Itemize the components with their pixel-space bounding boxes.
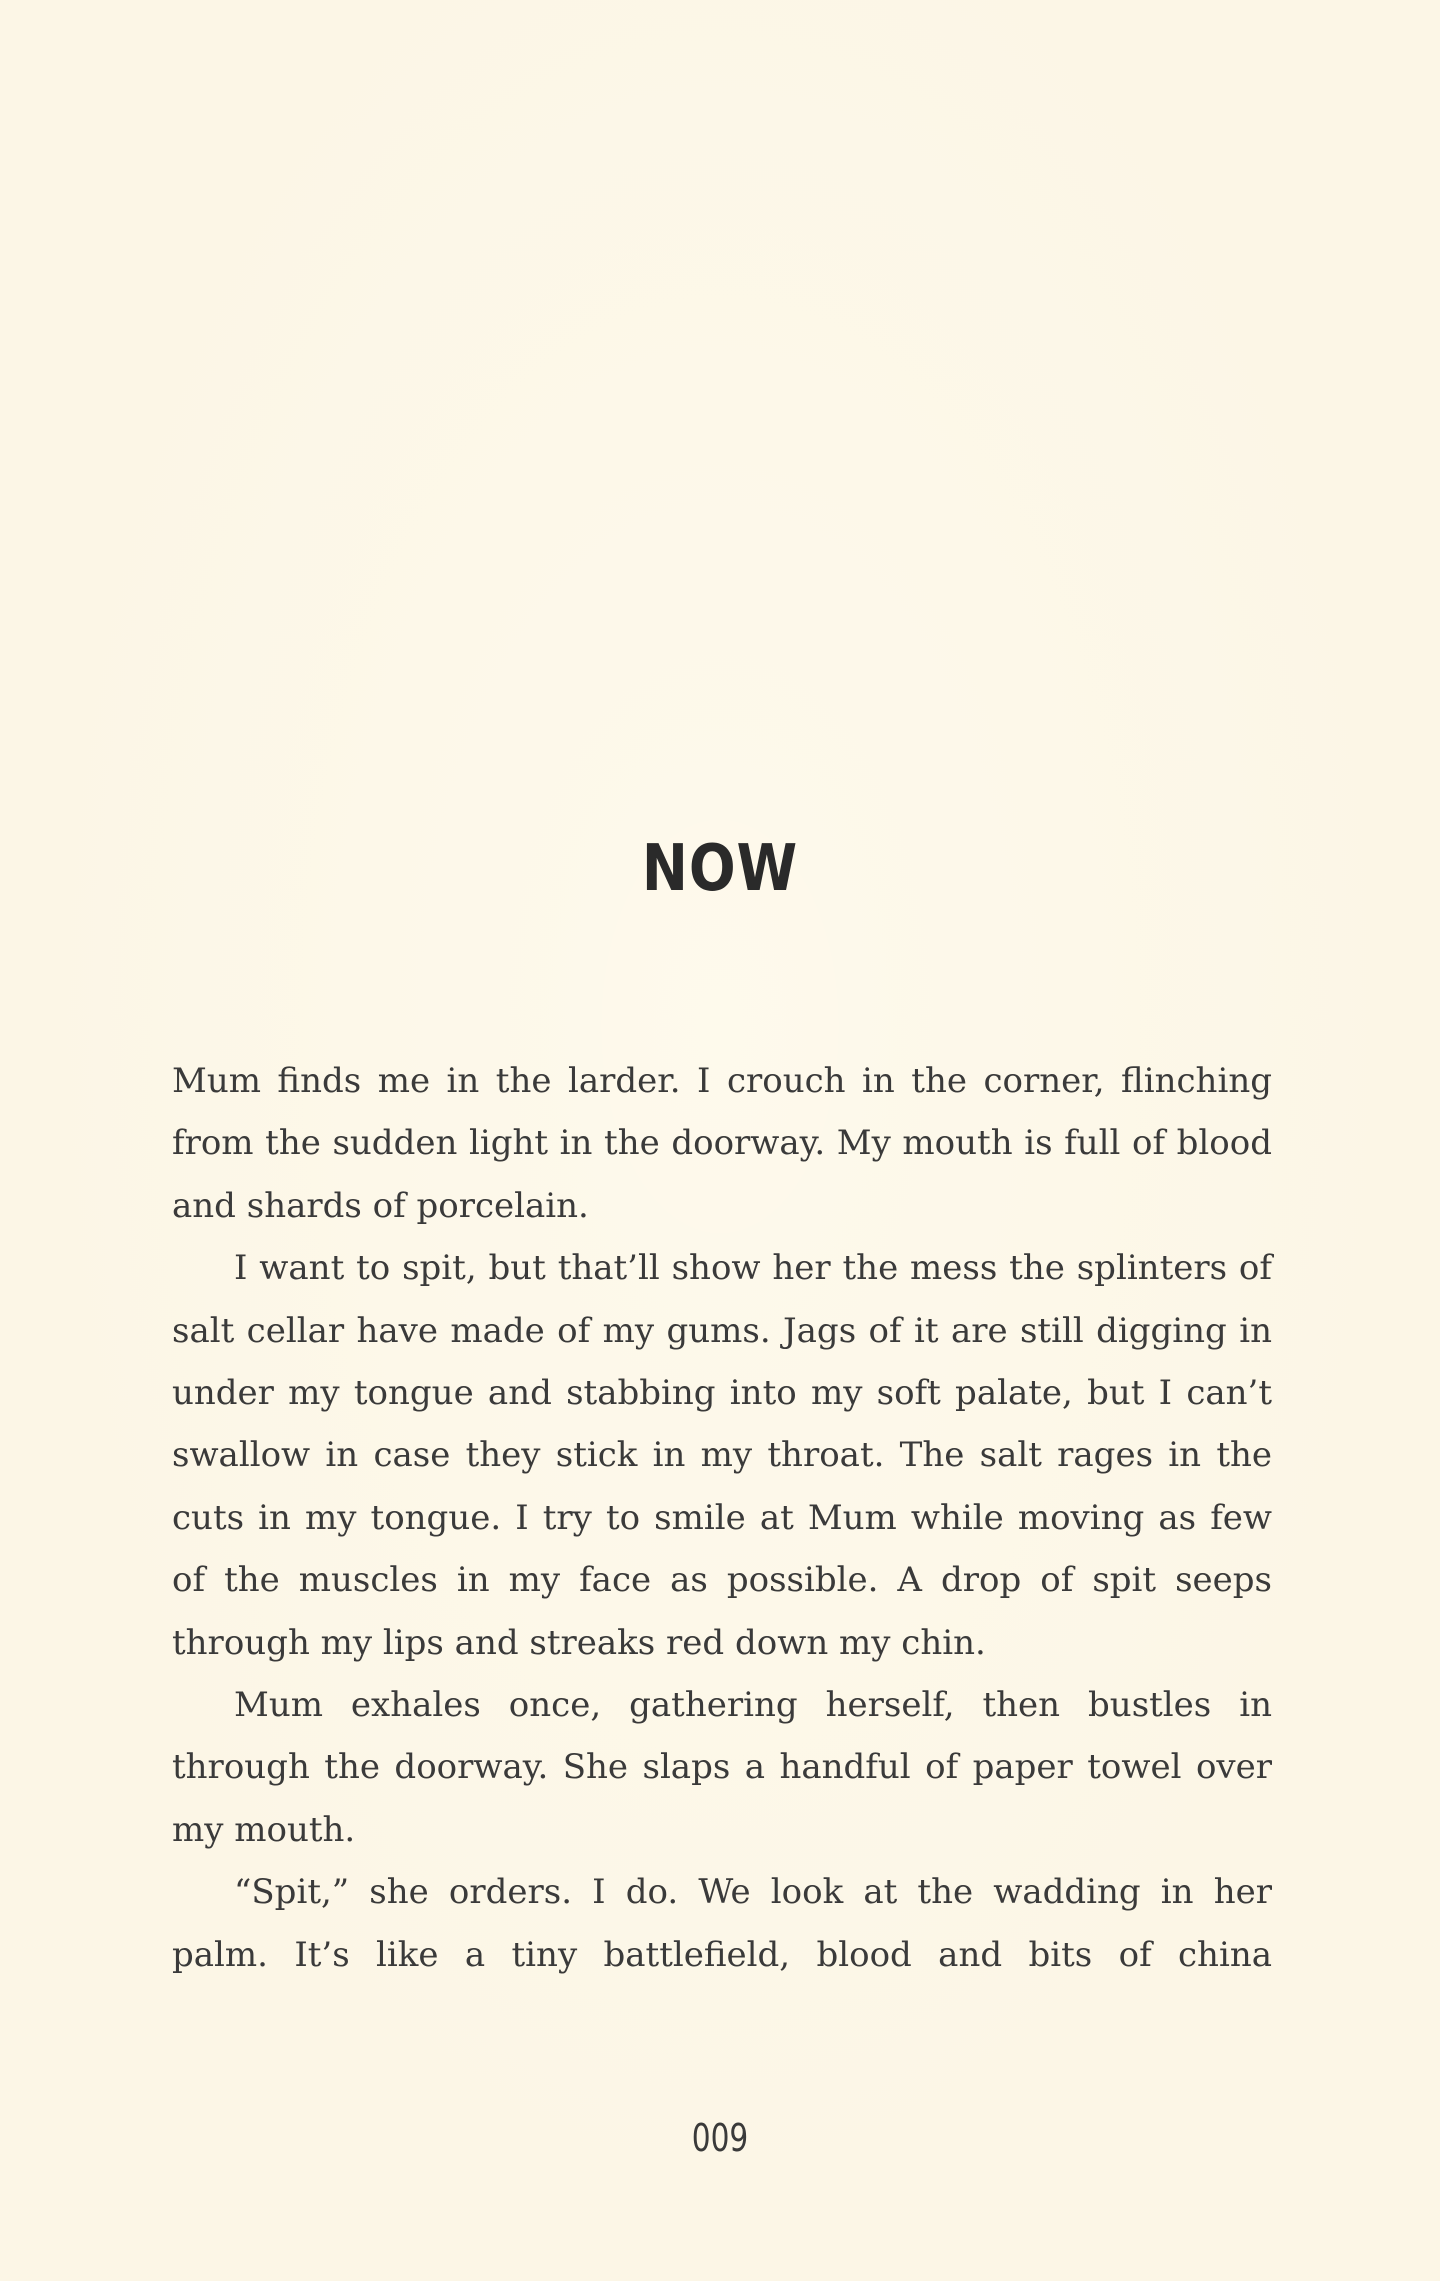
paragraph: Mum exhales once, gathering herself, then bustles in through the doorway. She slaps a handful of paper towel over my mouth. <box>172 1685 1272 1850</box>
page-number: 009 <box>691 2116 749 2160</box>
paragraph: “Spit,” she orders. I do. We look at the wadding in her palm. It’s like a tiny battlefield, blood and bits of china <box>172 1872 1272 1975</box>
chapter-title: NOW <box>641 832 799 906</box>
paragraph: I want to spit, but that’ll show her the mess the splinters of salt cellar have made of my gums. Jags of it are still digging in under my tongue and stabbing into my soft palate, but I can’t swallow in case they stick in my throat. The salt rages in the cuts in my tongue. I try to smile at Mum while moving as few of the muscles in my face as possible. A drop of spit seeps through my lips and streaks red down my chin. <box>172 1248 1272 1663</box>
paragraph: Mum finds me in the larder. I crouch in the corner, flinching from the sudden light in the doorway. My mouth is full of blood and shards of porcelain. <box>172 1061 1272 1226</box>
body-text <box>172 1050 1272 1986</box>
